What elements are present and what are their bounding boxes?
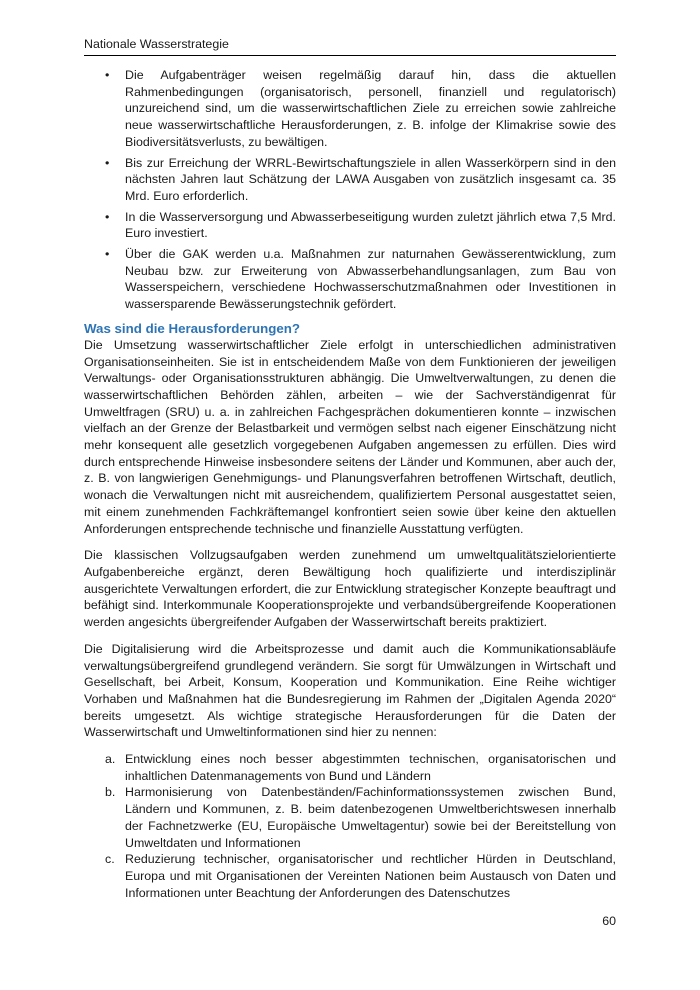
section-heading: Was sind die Herausforderungen?: [84, 320, 300, 336]
paragraph: Die Digitalisierung wird die Arbeitsprozesse und damit auch die Kommunikationsabläufe verwaltungsübergreifend grundlegend verändern. Sie sorgt für Umwälzungen in Wirtschaft und Gesellschaft, bei Arbeit, Konsum, Kooperation und Kommunikation. Eine Reihe wichtiger Vorhaben und Maßnahmen hat die Bundesregierung im Rahmen der „Digitalen Agenda 2020“ bereits umgesetzt. Als wichtige strategische Herausforderungen für die Daten der Wasserwirtschaft und Umweltinformationen sind hier zu nennen:: [84, 641, 616, 740]
list-marker: b.: [105, 785, 116, 800]
bullet-icon: •: [105, 155, 110, 170]
bullet-text: Die Aufgabenträger weisen regelmäßig darauf hin, dass die aktuellen Rahmenbedingungen (organisatorisch, personell, finanziell und regulatorisch) unzureichend sind, um die wasserwirtschaftlichen Ziele zu erreichen sowie zahlreiche neue wasserwirtschaftliche Herausforderungen, z. B. infolge der Klimakrise sowie des Biodiversitätsverlusts, zu bewältigen.: [125, 68, 616, 149]
list-item: [84, 784, 616, 851]
list-item: [84, 67, 616, 151]
list-item: [84, 155, 616, 205]
page-content: [84, 67, 616, 901]
list-marker: c.: [105, 852, 115, 867]
bullet-list: [84, 67, 616, 313]
list-item: [84, 246, 616, 313]
bullet-text: Über die GAK werden u.a. Maßnahmen zur naturnahen Gewässerentwicklung, zum Neubau bzw. zur Erweiterung von Abwasserbehandlungsanlagen, zum Bau von Wasserspeichern, verschiedene Hochwasserschutzmaßnahmen oder Investitionen in wassersparende Bewässerungstechnik gefördert.: [125, 247, 616, 312]
running-header: Nationale Wasserstrategie: [84, 36, 616, 56]
paragraph: Die klassischen Vollzugsaufgaben werden zunehmend um umweltqualitätszielorientierte Aufgabenbereiche ergänzt, deren Bewältigung hoch qualifizierte und interdisziplinär ausgerichtete Verwaltungen erfordert, die zur Entwicklung strategischer Konzepte beauftragt und befähigt sind. Interkommunale Kooperationsprojekte und verbandsübergreifende Kooperationen werden angesichts übergreifender Aufgaben der Wasserwirtschaft bereits praktiziert.: [84, 548, 616, 630]
bullet-icon: •: [105, 247, 110, 262]
lettered-list: [84, 751, 616, 901]
bullet-icon: •: [105, 68, 110, 82]
list-marker: a.: [105, 752, 116, 767]
bullet-icon: •: [105, 209, 110, 224]
list-text: Entwicklung eines noch besser abgestimmten technischen, organisatorischen und inhaltlichen Datenmanagements von Bund und Ländern: [125, 752, 616, 783]
bullet-text: In die Wasserversorgung und Abwasserbeseitigung wurden zuletzt jährlich etwa 7,5 Mrd. Euro investiert.: [125, 209, 616, 241]
list-text: Harmonisierung von Datenbeständen/Fachinformationssystemen zwischen Bund, Ländern und Kommunen, z. B. beim datenbezogenen Umweltberichtswesen innerhalb der Fachnetzwerke (EU, Europäische Umweltagentur) sowie bei der Bereitstellung von Umweltdaten und Informationen: [125, 785, 616, 850]
bullet-text: Bis zur Erreichung der WRRL-Bewirtschaftungsziele in allen Wasserkörpern sind in den nächsten Jahren laut Schätzung der LAWA Ausgaben von zusätzlich insgesamt ca. 35 Mrd. Euro erforderlich.: [125, 155, 616, 203]
list-item: [84, 751, 616, 784]
list-text: Reduzierung technischer, organisatorischer und rechtlicher Hürden in Deutschland, Europa und mit Organisationen der Vereinten Nationen beim Austausch von Daten und Informationen unter Beachtung der Anforderungen des Datenschutzes: [125, 852, 616, 900]
paragraph: Die Umsetzung wasserwirtschaftlicher Ziele erfolgt in unterschiedlichen administrativen Organisationseinheiten. Sie ist in entscheidendem Maße von dem Funktionieren der jeweiligen Verwaltungs- oder Organisationsstrukturen abhängig. Die Umweltverwaltungen, zu denen die wasserwirtschaftlichen Behörden zählen, arbeiten – wie der Sachverständigenrat für Umweltfragen (SRU) u. a. in zahlreichen Fachgesprächen dokumentieren konnte – inzwischen vielfach an der Grenze der Belastbarkeit und vermögen selbst nach eigener Einschätzung nicht mehr konsequent alle gesetzlich vorgegebenen Aufgaben angemessen zu erfüllen. Dies wird durch entsprechende Hinweise insbesondere seitens der Länder und Kommunen, aber auch der, z. B. von langwierigen Genehmigungs- und Planungsverfahren betroffenen Wirtschaft, deutlich, wonach die Verwaltungen nicht mit ausreichendem, qualifiziertem Personal ausgestattet seien, mit einem zunehmenden Fachkräftemangel konfrontiert seien sowie über keine den aktuellen Anforderungen entsprechende technische und finanzielle Ausstattung verfügten.: [84, 337, 616, 536]
page-number: 60: [602, 914, 616, 928]
list-item: [84, 209, 616, 242]
list-item: [84, 851, 616, 901]
